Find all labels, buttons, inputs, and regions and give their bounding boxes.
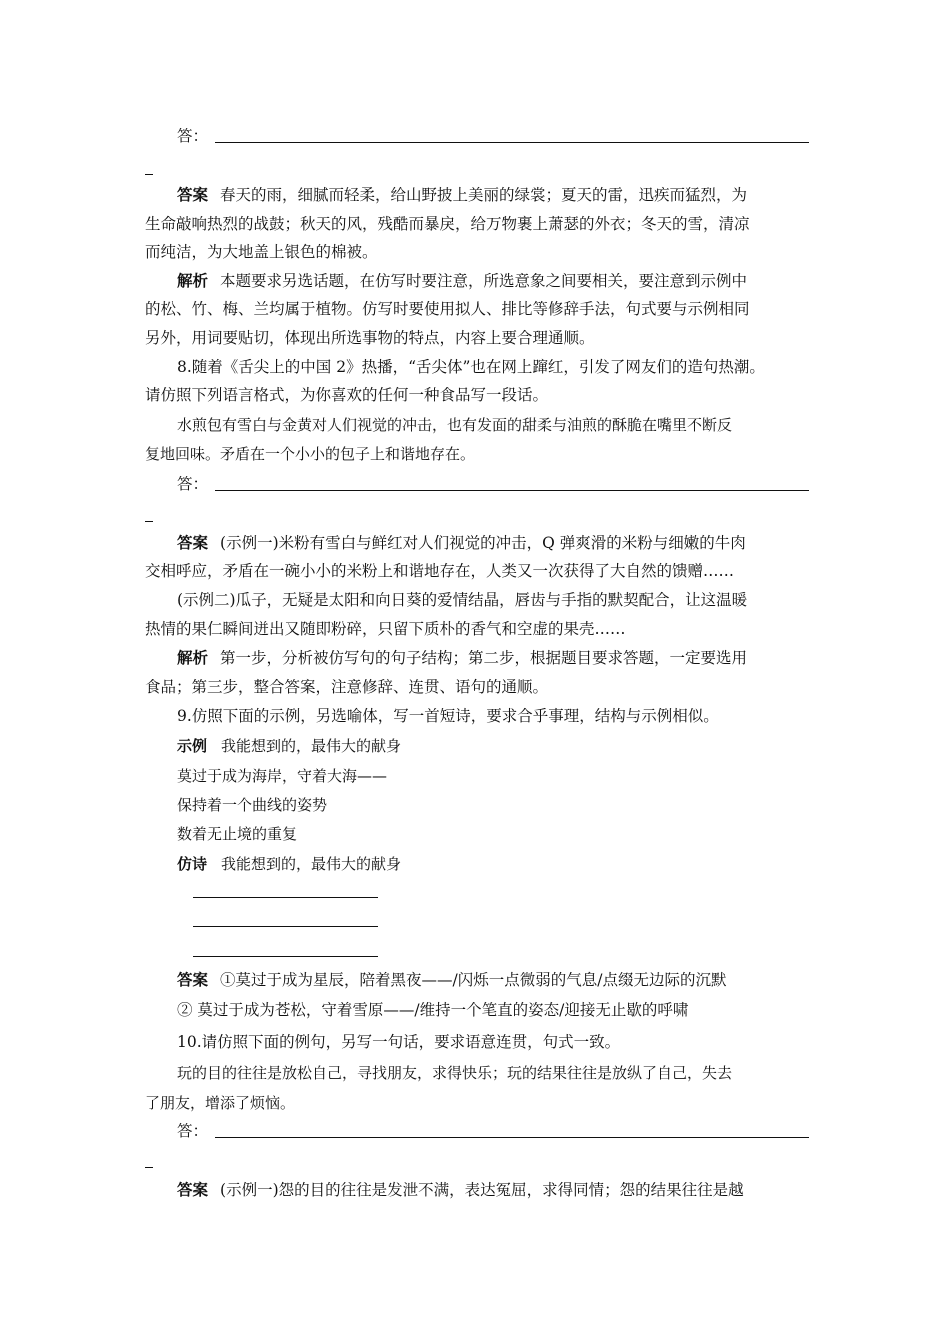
answer-continuation-mark: [145, 174, 153, 175]
answer-continuation-mark: [145, 521, 153, 522]
answer-prompt: 答：: [177, 1122, 209, 1140]
q7-answer-line: 而纯洁，为大地盖上银色的棉被。: [145, 243, 378, 261]
q9-example-line: 保持着一个曲线的姿势: [177, 796, 328, 814]
q8-answer-line: (示例二)瓜子，无疑是太阳和向日葵的爱情结晶，唇齿与手指的默契配合，让这温暖: [177, 591, 748, 609]
q7-answer-line: 生命敲响热烈的战鼓；秋天的风，残酷而暴戾，给万物裹上萧瑟的外衣；冬天的雪，清凉: [145, 215, 750, 233]
q8-question-line: 8.随着《舌尖上的中国 2》热播，“舌尖体”也在网上蹿红，引发了网友们的造句热潮。: [177, 358, 765, 376]
poem-blank-line[interactable]: [193, 956, 378, 957]
q8-answer-line: 答案 (示例一)米粉有雪白与鲜红对人们视觉的冲击，Q 弹爽滑的米粉与细嫩的牛肉: [177, 533, 746, 552]
q8-question-line: 请仿照下列语言格式，为你喜欢的任何一种食品写一段话。: [145, 386, 549, 404]
q9-question: 9.仿照下面的示例，另选喻体，写一首短诗，要求合乎事理，结构与示例相似。: [177, 707, 719, 725]
q7-analysis-line: 解析 本题要求另选话题，在仿写时要注意，所选意象之间要相关，要注意到示例中: [177, 271, 748, 290]
q9-imitation-line: 仿诗 我能想到的，最伟大的献身: [177, 855, 402, 873]
poem-blank-line[interactable]: [193, 897, 378, 898]
q10-answer-line: 答案 (示例一)怨的目的往往是发泄不满，表达冤屈，求得同情；怨的结果往往是越: [177, 1180, 744, 1199]
analysis-label: 解析: [177, 648, 209, 667]
q8-answer-line: 交相呼应，矛盾在一碗小小的米粉上和谐地存在，人类又一次获得了大自然的馈赠……: [145, 562, 735, 580]
answer-label: 答案: [177, 970, 209, 989]
q10-example-line: 了朋友，增添了烦恼。: [145, 1094, 296, 1112]
answer-label: 答案: [177, 1180, 209, 1199]
answer-prompt-row: [177, 126, 809, 146]
analysis-label: 解析: [177, 271, 209, 290]
q8-answer-line: 热情的果仁瞬间迸出又随即粉碎，只留下质朴的香气和空虚的果壳……: [145, 620, 626, 638]
answer-blank-line[interactable]: [215, 142, 809, 143]
answer-blank-line[interactable]: [215, 490, 809, 491]
answer-prompt-row: [177, 474, 809, 494]
q10-example-line: 玩的目的往往是放松自己，寻找朋友，求得快乐；玩的结果往往是放纵了自己，失去: [177, 1064, 733, 1082]
answer-prompt-row: [177, 1121, 809, 1141]
answer-prompt: 答：: [177, 475, 209, 493]
q9-answer-line: 答案 ①莫过于成为星辰，陪着黑夜——/闪烁一点微弱的气息/点缀无边际的沉默: [177, 970, 727, 989]
answer-label: 答案: [177, 533, 209, 552]
answer-continuation-mark: [145, 1167, 153, 1168]
imitation-label: 仿诗: [177, 855, 208, 873]
q7-analysis-line: 另外，用词要贴切，体现出所选事物的特点，内容上要合理通顺。: [145, 329, 595, 347]
q9-example-line: 莫过于成为海岸，守着大海——: [177, 767, 388, 785]
answer-blank-line[interactable]: [215, 1137, 809, 1138]
answer-label: 答案: [177, 185, 209, 204]
q9-example-line: 数着无止境的重复: [177, 825, 298, 843]
q8-analysis-line: 食品；第三步，整合答案，注意修辞、连贯、语句的通顺。: [145, 678, 549, 696]
q9-example-line: 示例 我能想到的，最伟大的献身: [177, 737, 402, 755]
q7-answer-line: 答案 春天的雨，细腻而轻柔，给山野披上美丽的绿裳；夏天的雷，迅疾而猛烈，为: [177, 185, 748, 204]
q9-answer-line: ② 莫过于成为苍松，守着雪原——/维持一个笔直的姿态/迎接无止歇的呼啸: [177, 1001, 689, 1019]
example-label: 示例: [177, 737, 208, 755]
q10-question: 10.请仿照下面的例句，另写一句话，要求语意连贯，句式一致。: [177, 1033, 621, 1051]
q8-analysis-line: 解析 第一步，分析被仿写句的句子结构；第二步，根据题目要求答题，一定要选用: [177, 648, 748, 667]
q7-analysis-line: 的松、竹、梅、兰均属于植物。仿写时要使用拟人、排比等修辞手法，句式要与示例相同: [145, 300, 750, 318]
q8-example-line: 水煎包有雪白与金黄对人们视觉的冲击，也有发面的甜柔与油煎的酥脆在嘴里不断反: [177, 416, 733, 434]
poem-blank-line[interactable]: [193, 926, 378, 927]
answer-prompt: 答：: [177, 127, 209, 145]
q8-example-line: 复地回味。矛盾在一个小小的包子上和谐地存在。: [145, 445, 476, 463]
